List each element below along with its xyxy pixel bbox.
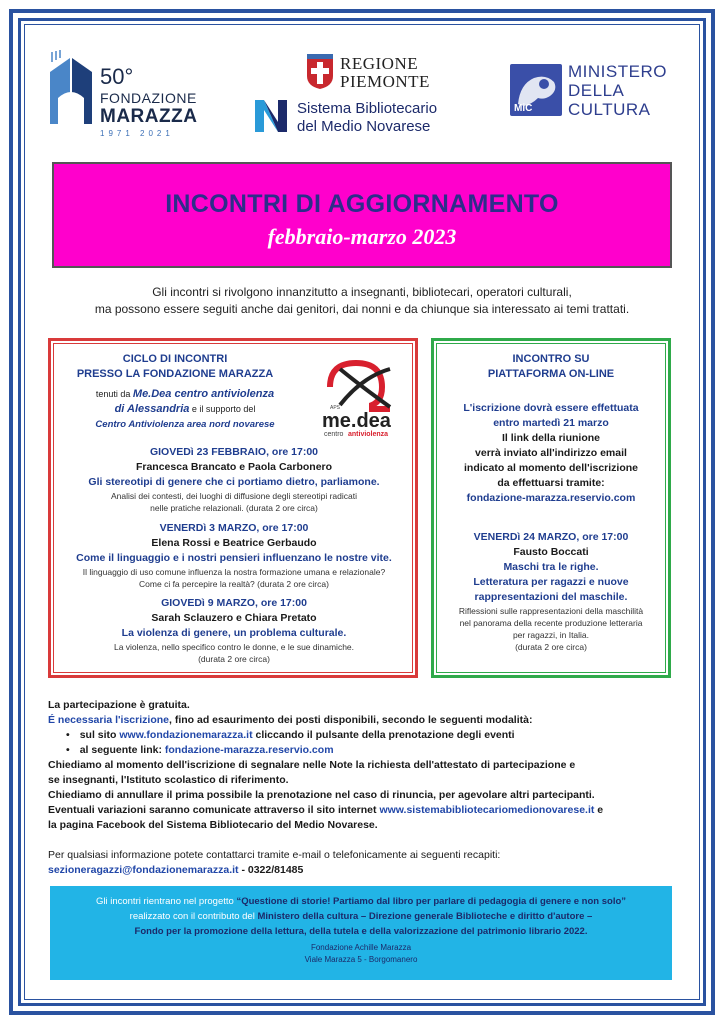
event-4-title3: rappresentazioni del maschile. bbox=[474, 591, 628, 603]
mic-line3: CULTURA bbox=[568, 100, 651, 119]
mic-badge bbox=[510, 64, 562, 116]
marazza-years: 1971 2021 bbox=[100, 129, 174, 138]
bullet-dot: • bbox=[66, 744, 70, 756]
event-3-speakers: Sarah Sclauzero e Chiara Pretato bbox=[151, 612, 317, 624]
info-p5: la pagina Facebook del Sistema Bibliotecario del Medio Novarese. bbox=[48, 819, 378, 831]
by-support: e il supporto del bbox=[189, 404, 256, 414]
mic-line2: DELLA bbox=[568, 81, 625, 100]
info-email-phone bbox=[48, 863, 678, 878]
left-heading-line2: PRESSO LA FONDAZIONE MARAZZA bbox=[76, 368, 274, 380]
ministero-cultura-logo bbox=[510, 62, 685, 122]
marazza-anniversary: 50° bbox=[100, 64, 134, 89]
medea-aps: APS bbox=[330, 405, 341, 411]
event-2-desc1: Il linguaggio di uso comune influenza la nostra formazione umana e relazionale? bbox=[82, 567, 386, 577]
event-2-title: Come il linguaggio e i nostri pensieri influenzano le nostre vite. bbox=[76, 552, 392, 564]
intro-line-1: Gli incontri si rivolgono innanzitutto a insegnanti, bibliotecari, operatori culturali, bbox=[152, 285, 572, 299]
bullet-2 bbox=[66, 743, 666, 758]
medea-name: me.dea bbox=[322, 410, 391, 432]
event-2-speakers: Elena Rossi e Beatrice Gerbaudo bbox=[151, 537, 317, 549]
event-4-desc3: per ragazzi, in Italia. bbox=[512, 630, 590, 640]
required-emph: É necessaria l'iscrizione bbox=[48, 714, 169, 726]
fondazione-marazza-logo bbox=[48, 46, 228, 136]
event-3-desc2: (durata 2 ore circa) bbox=[198, 654, 270, 664]
event-3-date: GIOVEDì 9 MARZO, ore 17:00 bbox=[161, 597, 307, 609]
event-2-date: VENERDì 3 MARZO, ore 17:00 bbox=[159, 522, 309, 534]
event-3-title: La violenza di genere, un problema culturale. bbox=[121, 627, 347, 639]
left-heading-line1: CICLO DI INCONTRI bbox=[122, 353, 228, 365]
event-2-desc2: Come ci fa percepire la realtà? (durata 2 ore circa) bbox=[139, 579, 329, 589]
event-4 bbox=[436, 530, 666, 653]
project-footer bbox=[50, 886, 672, 980]
sbmn-line1: Sistema Bibliotecario bbox=[297, 100, 438, 117]
event-4-title1: Maschi tra le righe. bbox=[503, 561, 599, 573]
right-heading bbox=[436, 352, 666, 382]
bullet-1-suffix: cliccando il pulsante della prenotazione degli eventi bbox=[252, 729, 515, 741]
title-banner bbox=[52, 162, 672, 268]
event-1-desc2: nelle pratiche relazionali. (durata 2 ore circa) bbox=[150, 503, 318, 513]
footer-l2-prefix: realizzato con il contributo del bbox=[129, 911, 258, 922]
website-link[interactable]: www.fondazionemarazza.it bbox=[119, 729, 253, 741]
intro-line-2: ma possono essere seguiti anche dai genitori, dai nonni e da chiunque sia interessato ai temi trattati. bbox=[94, 302, 630, 316]
footer-line4: Fondazione Achille Marazza bbox=[310, 943, 412, 952]
event-1-title: Gli stereotipi di genere che ci portiamo dietro, parliamone. bbox=[88, 476, 380, 488]
link-line1: Il link della riunione bbox=[501, 432, 601, 444]
event-1 bbox=[55, 445, 413, 514]
event-1-date: GIOVEDì 23 FEBBRAIO, ore 17:00 bbox=[149, 446, 319, 458]
marazza-name: MARAZZA bbox=[100, 106, 198, 127]
info-p3: Chiediamo di annullare il prima possibile la prenotazione nel caso di rinuncia, per agevolare altri partecipanti. bbox=[48, 789, 595, 801]
mic-line1: MINISTERO bbox=[568, 62, 667, 81]
bullet-dot: • bbox=[66, 729, 70, 741]
event-2 bbox=[55, 521, 413, 590]
sbmn-n-icon bbox=[253, 98, 289, 134]
event-4-desc4: (durata 2 ore circa) bbox=[515, 642, 587, 652]
page-subtitle: febbraio-marzo 2023 bbox=[267, 224, 457, 249]
reservio-link[interactable]: fondazione-marazza.reservio.com bbox=[466, 492, 636, 504]
event-4-date: VENERDì 24 MARZO, ore 17:00 bbox=[473, 531, 629, 543]
piemonte-line2: PIEMONTE bbox=[340, 72, 430, 91]
required-rest: , fino ad esaurimento dei posti disponibili, secondo le seguenti modalità: bbox=[168, 714, 533, 726]
sbmn-site-link[interactable]: www.sistemabibliotecariomedionovarese.it bbox=[379, 804, 595, 816]
event-3 bbox=[55, 596, 413, 665]
info-required bbox=[48, 713, 678, 728]
bullet-2-prefix: al seguente link: bbox=[79, 744, 165, 756]
sistema-bibliotecario-logo bbox=[253, 98, 483, 138]
by-centre: Centro Antiviolenza area nord novarese bbox=[95, 419, 275, 430]
mic-badge-label: MiC bbox=[514, 103, 533, 114]
event-4-desc1: Riflessioni sulle rappresentazioni della maschilità bbox=[458, 606, 644, 616]
event-1-desc1: Analisi dei contesti, dei luoghi di diffusione degli stereotipi radicati bbox=[110, 491, 358, 501]
event-4-desc2: nel panorama della recente produzione letteraria bbox=[459, 618, 643, 628]
footer-ministry: Ministero della cultura – Direzione generale Biblioteche e diritto d'autore – bbox=[257, 911, 593, 922]
reservio-link-2[interactable]: fondazione-marazza.reservio.com bbox=[164, 744, 334, 756]
info-p1: Chiediamo al momento dell'iscrizione di segnalare nelle Note la richiesta dell'attestato di partecipazione e bbox=[48, 759, 576, 771]
p4-suffix: e bbox=[594, 804, 604, 816]
footer-line2 bbox=[50, 911, 672, 922]
info-p2: se insegnanti, l'Istituto scolastico di riferimento. bbox=[48, 774, 289, 786]
by-prefix: tenuti da bbox=[95, 389, 133, 399]
piemonte-line1: REGIONE bbox=[340, 54, 419, 73]
reg-line2: entro martedì 21 marzo bbox=[493, 417, 609, 429]
by-org-city: di Alessandria bbox=[114, 403, 190, 415]
bullet-1-prefix: sul sito bbox=[79, 729, 120, 741]
footer-line1 bbox=[50, 896, 672, 907]
link-line2: verrà inviato all'indirizzo email bbox=[475, 447, 627, 459]
reg-line1: L'iscrizione dovrà essere effettuata bbox=[463, 402, 639, 414]
event-3-desc1: La violenza, nello specifico contro le donne, e le sue dinamiche. bbox=[113, 642, 355, 652]
by-org: Me.Dea centro antiviolenza bbox=[132, 388, 275, 400]
registration-info bbox=[436, 401, 666, 506]
info-contact: Per qualsiasi informazione potete contattarci tramite e-mail o telefonicamente ai seguenti recapiti: bbox=[48, 849, 501, 861]
footer-project-name: “Questione di storie! Partiamo dal libro per parlare di pedagogia di genere e non solo” bbox=[236, 896, 627, 907]
link-line4: da effettuarsi tramite: bbox=[497, 477, 605, 489]
medea-sub1: centro bbox=[324, 431, 344, 437]
left-heading bbox=[60, 352, 290, 382]
email-link[interactable]: sezioneragazzi@fondazionemarazza.it bbox=[48, 864, 239, 876]
marazza-fondazione: FONDAZIONE bbox=[100, 90, 197, 106]
footer-line3: Fondo per la promozione della lettura, della tutela e della valorizzazione del patrimonio librario 2022. bbox=[134, 926, 588, 937]
phone-number: - 0322/81485 bbox=[238, 864, 304, 876]
marazza-book-icon bbox=[48, 50, 94, 126]
page-title: INCONTRI DI AGGIORNAMENTO bbox=[165, 190, 559, 218]
footer-line5: Viale Marazza 5 - Borgomanero bbox=[304, 955, 418, 964]
info-free: La partecipazione è gratuita. bbox=[48, 699, 190, 711]
piemonte-crest-icon bbox=[305, 54, 335, 90]
left-organizers bbox=[60, 387, 310, 432]
p4-prefix: Eventuali variazioni saranno comunicate attraverso il sito internet bbox=[48, 804, 380, 816]
regione-piemonte-logo bbox=[300, 52, 430, 92]
right-heading-line1: INCONTRO SU bbox=[512, 353, 590, 365]
event-1-speakers: Francesca Brancato e Paola Carbonero bbox=[135, 461, 333, 473]
event-4-title2: Letteratura per ragazzi e nuove bbox=[473, 576, 629, 588]
event-4-speaker: Fausto Boccati bbox=[513, 546, 589, 558]
medea-logo bbox=[310, 357, 410, 437]
info-p4 bbox=[48, 803, 678, 818]
medea-sub2: antiviolenza bbox=[348, 431, 389, 437]
bullet-1 bbox=[66, 728, 666, 743]
footer-l1-prefix: Gli incontri rientrano nel progetto bbox=[95, 896, 237, 907]
right-heading-line2: PIATTAFORMA ON-LINE bbox=[487, 368, 615, 380]
link-line3: indicato al momento dell'iscrizione bbox=[463, 462, 639, 474]
intro-text bbox=[40, 284, 684, 318]
sbmn-line2: del Medio Novarese bbox=[297, 118, 431, 135]
